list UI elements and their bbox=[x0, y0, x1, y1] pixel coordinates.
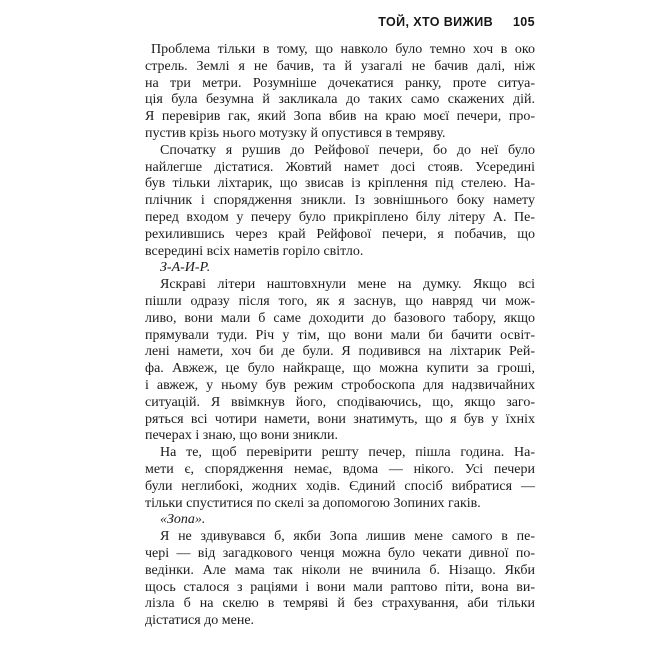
text-line: На те, щоб перевірити решту печер, пішла година. На- bbox=[160, 445, 535, 461]
paragraph bbox=[145, 277, 535, 445]
text-line: пішли одразу після того, як я заснув, що навряд чи мож- bbox=[145, 293, 535, 309]
text-line: були неглибокі, жодних ходів. Єдиний спосіб вибратися — bbox=[145, 478, 535, 494]
text-line: фа. Авжеж, це було найкраще, що можна купити за гроші, bbox=[145, 361, 535, 377]
text-line: Я не здивувався б, якби Зопа лишив мене самого в пе- bbox=[160, 529, 535, 545]
header-title: ТОЙ, ХТО ВИЖИВ bbox=[378, 15, 494, 29]
paragraph bbox=[145, 512, 535, 529]
text-line: чері — від загадкового ченця можна було чекати дивної по- bbox=[145, 545, 535, 561]
text-line: на три метри. Розумніше дочекатися ранку, проте ситуа- bbox=[145, 75, 535, 91]
paragraph bbox=[145, 143, 535, 261]
text-line: пустив крізь нього мотузку й опустився в темряву. bbox=[145, 125, 446, 141]
text-line: щось сталося з раціями і вони мали раптово піти, вона ви- bbox=[145, 579, 535, 595]
text-line: тільки спуститися по скелі за допомогою Зопиних гаків. bbox=[145, 495, 481, 511]
page-number: 105 bbox=[512, 15, 535, 29]
text-line: Я перевірив гак, який Зопа вбив на краю моєї печери, про- bbox=[145, 109, 535, 125]
text-line: всередині всіх наметів горіло світло. bbox=[145, 243, 364, 259]
text-line: Яскраві літери наштовхнули мене на думку. Якщо всі bbox=[160, 277, 535, 293]
paragraph bbox=[145, 529, 535, 630]
text-line: лені намети, хоч би де були. Я подивився на ліхтарик Рей- bbox=[145, 344, 535, 360]
text-line: ситуацій. Я ввімкнув його, сподіваючись, що, якщо заго- bbox=[145, 394, 535, 410]
page-body bbox=[145, 42, 535, 630]
text-line: ведінки. Але мама так ніколи не вчинила б. Нізащо. Якби bbox=[145, 562, 535, 578]
text-line: ція була безумна й закликала до таких само скажених дій. bbox=[145, 92, 535, 108]
paragraph bbox=[145, 445, 535, 512]
text-line: рехилившись через край Рейфової печери, я побачив, що bbox=[145, 226, 535, 242]
text-line: прямували туди. Річ у тім, що вони мали би бачити освіт- bbox=[145, 327, 535, 343]
text-line: перед входом у печеру було прикріплено білу літеру А. Пе- bbox=[145, 209, 535, 225]
paragraph bbox=[145, 260, 535, 277]
text-line: З-А-И-Р. bbox=[160, 260, 211, 276]
text-line: печерах і знаю, що вони зникли. bbox=[145, 428, 338, 444]
text-line: найлегше дістатися. Жовтий намет досі стояв. Усередині bbox=[145, 159, 535, 175]
paragraph bbox=[145, 42, 535, 143]
text-line: мети є, спорядження немає, вдома — нікого. Усі печери bbox=[145, 461, 535, 477]
text-line: лізла б на скелю в темряві й без страхування, аби тільки bbox=[145, 596, 535, 612]
text-line: був тільки ліхтарик, що звисав із кріплення під стелею. На- bbox=[145, 176, 535, 192]
text-line: «Зопа». bbox=[160, 512, 206, 528]
text-line: ряться всі чотири намети, вони знатимуть, що я був у їхніх bbox=[145, 411, 535, 427]
running-header bbox=[145, 15, 535, 29]
text-line: Спочатку я рушив до Рейфової печери, бо до неї було bbox=[160, 142, 535, 158]
text-line: Проблема тільки в тому, що навколо було темно хоч в око bbox=[151, 42, 535, 57]
text-line: стрель. Землі я не бачив, та й узагалі не бачив далі, ніж bbox=[145, 58, 535, 74]
text-line: ливо, вони мали б саме доходити до базового табору, якщо bbox=[145, 310, 535, 326]
text-line: і авжеж, у ньому був режим стробоскопа для надзвичайних bbox=[145, 377, 535, 393]
text-line: плічник і спорядження зникли. Із зовнішнього боку намету bbox=[145, 193, 535, 209]
text-line: дістатися до мене. bbox=[145, 613, 255, 629]
